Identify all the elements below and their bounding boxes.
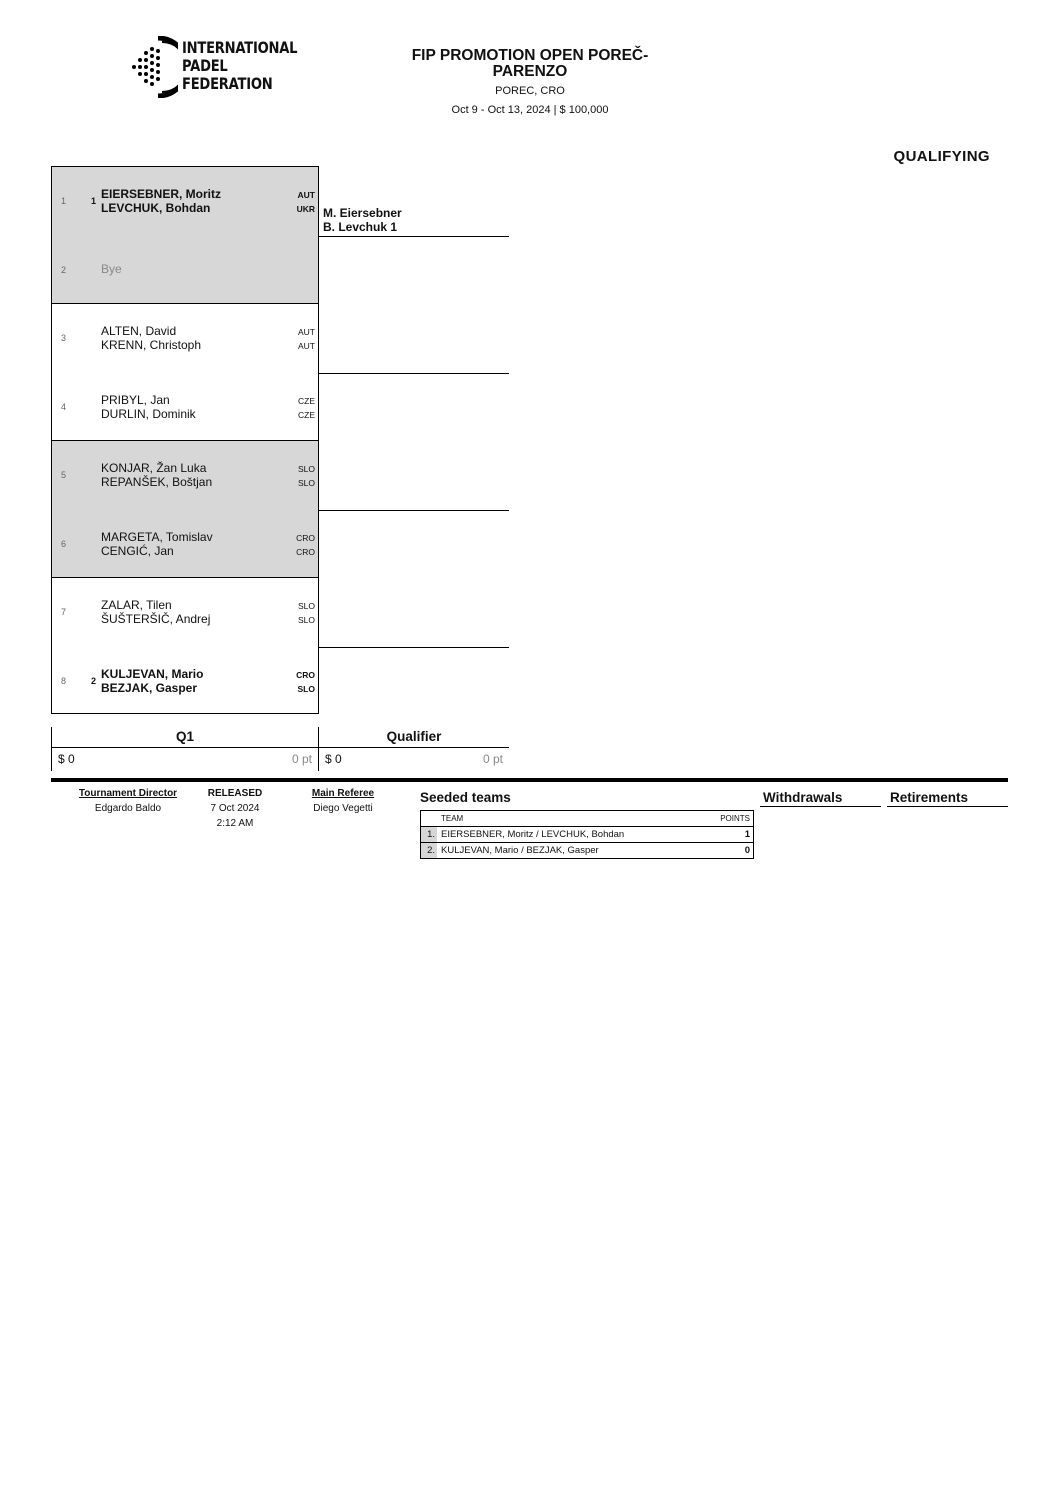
match-winner: M. Eiersebner B. Levchuk 1 xyxy=(323,206,402,234)
player-name: KULJEVAN, Mario xyxy=(101,666,204,681)
player-nationality: CZE xyxy=(298,395,315,406)
player-name: KONJAR, Žan Luka xyxy=(101,461,207,475)
seed-number: 1 xyxy=(91,196,97,206)
player-nationality: AUT xyxy=(298,327,315,337)
bracket-line-4 xyxy=(318,647,509,648)
bracket-line-1 xyxy=(318,236,509,237)
released-date: 7 Oct 2024 xyxy=(210,803,260,814)
player-name: EIERSEBNER, Moritz xyxy=(101,187,222,201)
prize-money: $ 0 xyxy=(325,752,342,766)
released-time: 2:12 AM xyxy=(216,818,254,829)
player-nationality: CRO xyxy=(296,532,315,543)
released-label: RELEASED xyxy=(207,788,263,799)
withdrawals-underline xyxy=(760,806,881,807)
player-nationality: SLO xyxy=(297,464,315,474)
round-header-qualifier: Qualifier xyxy=(318,727,509,748)
draw-slot-5 xyxy=(52,441,318,510)
seeded-teams-title: Seeded teams xyxy=(420,790,511,805)
bracket-line-2 xyxy=(318,373,509,374)
seed-team: EIERSEBNER, Moritz / LEVCHUK, Bohdan xyxy=(441,829,625,840)
seed-points: 0 xyxy=(744,845,750,856)
slot-number: 4 xyxy=(61,401,67,412)
player-nationality: CRO xyxy=(296,669,315,680)
player-name: ZALAR, Tilen xyxy=(101,598,172,612)
slot-number: 6 xyxy=(61,538,67,549)
referee-name: Diego Vegetti xyxy=(313,803,373,814)
table-row xyxy=(421,842,753,858)
draw-slot-8 xyxy=(52,647,318,716)
seed-number: 2 xyxy=(91,675,97,686)
player-nationality: SLO xyxy=(297,683,315,694)
player-name: REPANŠEK, Boštjan xyxy=(101,475,213,489)
player-name: CENGIĆ, Jan xyxy=(101,543,174,558)
player-name: MARGETA, Tomislav xyxy=(101,529,213,544)
player-name: PRIBYL, Jan xyxy=(101,392,170,407)
player-nationality: SLO xyxy=(297,615,315,625)
prize-cell-q1 xyxy=(51,748,318,771)
retirements-underline xyxy=(887,806,1008,807)
player-name: KRENN, Christoph xyxy=(101,338,202,352)
seed-team: KULJEVAN, Mario / BEZJAK, Gasper xyxy=(441,845,599,856)
prize-points: 0 pt xyxy=(482,752,503,766)
player-nationality: SLO xyxy=(297,601,315,611)
draw-slot-6 xyxy=(52,510,318,579)
seed-index: 2. xyxy=(421,843,437,858)
player-nationality: SLO xyxy=(297,478,315,488)
footer-divider xyxy=(51,778,1008,782)
slot-number: 8 xyxy=(61,675,67,686)
seed-points: 1 xyxy=(744,829,750,840)
table-header xyxy=(421,811,753,827)
logo-wordmark: INTERNATIONAL PADEL FEDERATION xyxy=(182,38,298,93)
slot-number: 1 xyxy=(61,196,67,206)
player-name: DURLIN, Dominik xyxy=(101,406,196,421)
player-nationality: AUT xyxy=(297,190,315,200)
withdrawals-title: Withdrawals xyxy=(763,790,843,805)
seeded-teams-table xyxy=(420,810,754,859)
draw-table xyxy=(51,166,319,714)
player-nationality: UKR xyxy=(296,204,315,214)
prize-cell-qualifier xyxy=(318,748,509,771)
player-nationality: AUT xyxy=(298,341,315,351)
column-team: TEAM xyxy=(441,814,464,823)
player-name: LEVCHUK, Bohdan xyxy=(101,201,211,215)
table-row xyxy=(421,827,753,842)
draw-slot-4 xyxy=(52,373,318,442)
round-header-q1: Q1 xyxy=(51,727,318,748)
slot-number: 5 xyxy=(61,470,67,480)
draw-slot-1 xyxy=(52,167,318,236)
bye-label: Bye xyxy=(101,261,122,276)
player-name: ŠUŠTERŠIČ, Andrej xyxy=(101,612,211,626)
draw-slot-3 xyxy=(52,304,318,373)
player-nationality: CRO xyxy=(296,546,315,557)
director-name: Edgardo Baldo xyxy=(94,803,162,814)
tournament-location: POREC, CRO xyxy=(495,85,565,97)
tournament-title: FIP PROMOTION OPEN POREČ- PARENZO xyxy=(411,47,649,80)
slot-number: 2 xyxy=(61,264,67,275)
tournament-dates: Oct 9 - Oct 13, 2024 | $ 100,000 xyxy=(451,104,609,116)
prize-points: 0 pt xyxy=(291,752,312,766)
draw-slot-2 xyxy=(52,236,318,305)
draw-slot-7 xyxy=(52,578,318,647)
fip-logo-icon xyxy=(128,36,178,98)
slot-number: 7 xyxy=(61,607,67,617)
bracket-line-3 xyxy=(318,510,509,511)
player-name: BEZJAK, Gasper xyxy=(101,680,198,695)
retirements-title: Retirements xyxy=(890,790,969,805)
column-points: POINTS xyxy=(720,814,750,823)
player-nationality: CZE xyxy=(298,409,315,420)
seed-index: 1. xyxy=(421,827,437,842)
draw-stage-label: QUALIFYING xyxy=(893,148,990,165)
director-label: Tournament Director xyxy=(78,788,178,799)
prize-money: $ 0 xyxy=(58,752,75,766)
referee-label: Main Referee xyxy=(311,788,375,799)
player-name: ALTEN, David xyxy=(101,324,177,338)
slot-number: 3 xyxy=(61,333,67,343)
